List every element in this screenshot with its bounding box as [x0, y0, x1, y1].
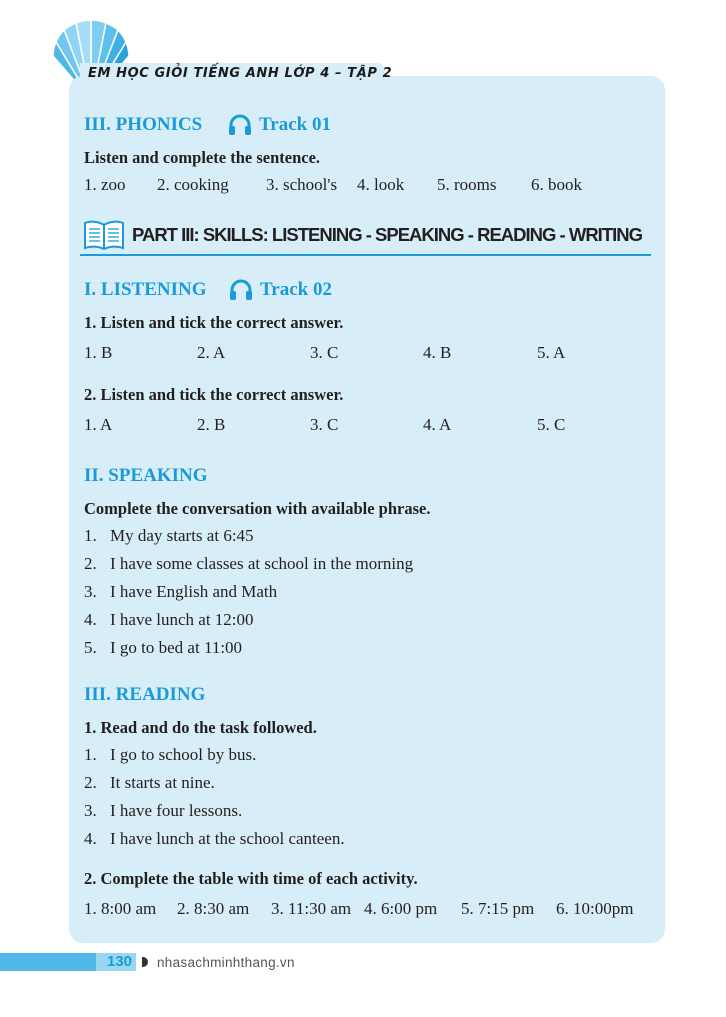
- listening-task1-instruction: 1. Listen and tick the correct answer.: [84, 313, 344, 332]
- phonics-heading: III. PHONICS: [84, 114, 203, 135]
- list-item-number: 1.: [84, 526, 97, 545]
- listening-track: Track 02: [260, 279, 332, 300]
- page-number: 130: [107, 953, 133, 970]
- reading-task2-answer: 2. 8:30 am: [177, 899, 250, 918]
- headphones-icon: [228, 114, 252, 136]
- list-item-number: 5.: [84, 638, 97, 657]
- listening-task2-answer: 3. C: [310, 415, 339, 434]
- list-item-number: 2.: [84, 554, 97, 573]
- reading-task2-answer: 5. 7:15 pm: [461, 899, 535, 918]
- phonics-answer: 6. book: [531, 175, 582, 194]
- list-item: I go to school by bus.: [110, 745, 257, 764]
- open-book-icon: [82, 219, 126, 251]
- speaking-instruction: Complete the conversation with available phrase.: [84, 499, 431, 518]
- reading-task1-instruction: 1. Read and do the task followed.: [84, 718, 317, 737]
- list-item-number: 3.: [84, 801, 97, 820]
- list-item: I have four lessons.: [110, 801, 243, 820]
- list-item: I have English and Math: [110, 582, 278, 601]
- list-item: It starts at nine.: [110, 773, 215, 792]
- list-item-number: 2.: [84, 773, 97, 792]
- phonics-answer: 1. zoo: [84, 175, 126, 194]
- reading-task2-answer: 1. 8:00 am: [84, 899, 157, 918]
- listening-task2-answer: 1. A: [84, 415, 113, 434]
- reading-task2-answer: 4. 6:00 pm: [364, 899, 438, 918]
- phonics-answer: 5. rooms: [437, 175, 497, 194]
- list-item-number: 4.: [84, 829, 97, 848]
- half-circle-icon: [142, 957, 148, 967]
- list-item-number: 1.: [84, 745, 97, 764]
- listening-task2-answer: 5. C: [537, 415, 566, 434]
- listening-task1-answer: 1. B: [84, 343, 113, 362]
- listening-task2-answer: 4. A: [423, 415, 452, 434]
- listening-task2-answer: 2. B: [197, 415, 226, 434]
- listening-task2-instruction: 2. Listen and tick the correct answer.: [84, 385, 344, 404]
- website-url: nhasachminhthang.vn: [157, 955, 295, 970]
- list-item: I go to bed at 11:00: [110, 638, 243, 657]
- list-item: I have lunch at the school canteen.: [110, 829, 345, 848]
- phonics-answer: 4. look: [357, 175, 405, 194]
- listening-task1-answer: 5. A: [537, 343, 566, 362]
- listening-heading: I. LISTENING: [84, 279, 207, 300]
- footer-bar: [0, 953, 96, 971]
- headphones-icon: [229, 279, 253, 301]
- reading-task2-answer: 3. 11:30 am: [271, 899, 352, 918]
- reading-task2-instruction: 2. Complete the table with time of each activity.: [84, 869, 418, 888]
- listening-task1-answer: 2. A: [197, 343, 226, 362]
- list-item: I have lunch at 12:00: [110, 610, 254, 629]
- list-item-number: 4.: [84, 610, 97, 629]
- list-item-number: 3.: [84, 582, 97, 601]
- reading-task2-answer: 6. 10:00pm: [556, 899, 634, 918]
- phonics-answer: 2. cooking: [157, 175, 229, 194]
- listening-task1-answer: 4. B: [423, 343, 452, 362]
- reading-heading: III. READING: [84, 684, 206, 705]
- book-title: EM HỌC GIỎI TIẾNG ANH LỚP 4 – TẬP 2: [88, 66, 393, 81]
- listening-task1-answer: 3. C: [310, 343, 339, 362]
- part-title: PART III: SKILLS: LISTENING - SPEAKING - READING - WRITING: [132, 224, 643, 245]
- speaking-heading: II. SPEAKING: [84, 465, 208, 486]
- list-item: My day starts at 6:45: [110, 526, 254, 545]
- phonics-track: Track 01: [259, 114, 331, 135]
- phonics-answer: 3. school's: [266, 175, 338, 194]
- list-item: I have some classes at school in the morning: [110, 554, 414, 573]
- phonics-instruction: Listen and complete the sentence.: [84, 148, 321, 167]
